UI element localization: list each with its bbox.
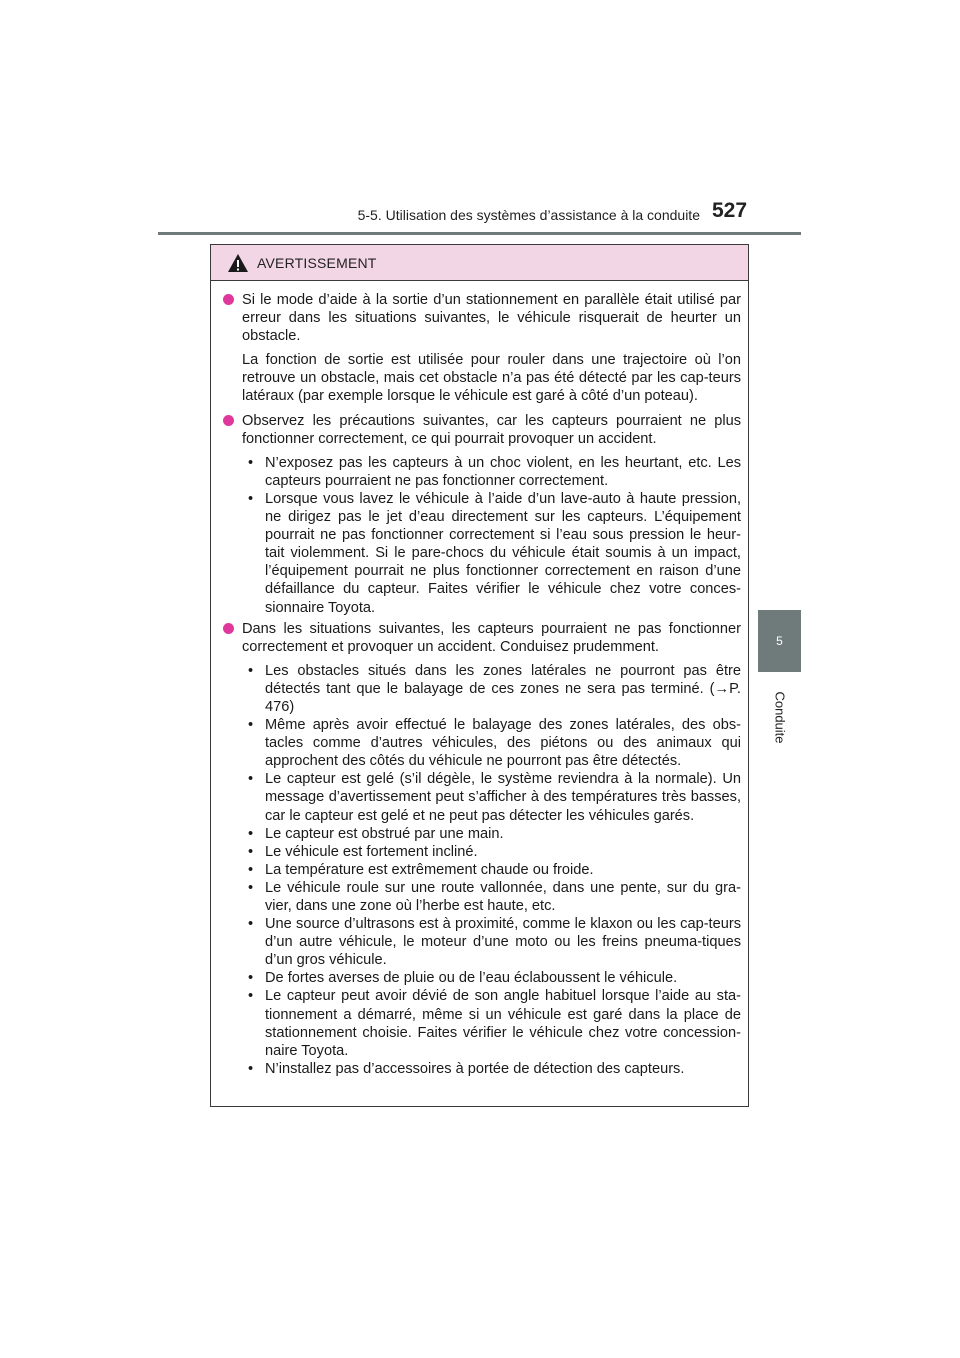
- warning-triangle-icon: [227, 253, 249, 273]
- list-item: • Les obstacles situés dans les zones latérales ne pourront pas être détectés tant que le balayage de ces zones ne sera pas terminé. (→P. 476): [248, 662, 741, 715]
- item-note: La fonction de sortie est utilisée pour rouler dans une trajectoire où l’on retrouve un obstacle, mais cet obstacle n’a pas été détecté par les cap-teurs latéraux (par exemple lorsque le véhicule est garé à côté d’un poteau).: [242, 352, 741, 405]
- chapter-number: 5: [776, 634, 783, 648]
- list-item-text: Les obstacles situés dans les zones latérales ne pourront pas être détectés tant que le balayage de ces zones ne sera pas terminé. (→P. 476): [265, 662, 741, 715]
- item-text: Si le mode d’aide à la sortie d’un stationnement en parallèle était utilisé par erreur dans les situations suivantes, le véhicule risquerait de heurter un obstacle.: [242, 292, 741, 345]
- list-item: • De fortes averses de pluie ou de l’eau éclaboussent le véhicule.: [248, 970, 678, 987]
- list-item-text: De fortes averses de pluie ou de l’eau éclaboussent le véhicule.: [265, 970, 678, 987]
- list-item-text: Le capteur est gelé (s’il dégèle, le système reviendra à la normale). Un message d’avertissement peut s’afficher à des températures très basses, car le capteur est gelé et ne peut pas détecter les véhicules garés.: [265, 771, 741, 824]
- list-item-text: Une source d’ultrasons est à proximité, comme le klaxon ou les cap-teurs d’un autre véhicule, le moteur d’une moto ou les freins pneuma-tiques d’un gros véhicule.: [265, 916, 741, 969]
- list-item-text: Même après avoir effectué le balayage des zones latérales, des obs-tacles comme d’autres véhicules, des piétons ou des animaux qui approchent des côtés du véhicule ne pourront pas être détectés.: [265, 717, 741, 770]
- list-item-text: N’installez pas d’accessoires à portée de détection des capteurs.: [265, 1060, 685, 1077]
- item-text: Observez les précautions suivantes, car les capteurs pourraient ne plus fonctionner correctement, ce qui pourrait provoquer un accident.: [242, 412, 741, 447]
- bullet-dot-icon: [223, 623, 234, 634]
- sub-list: [242, 454, 741, 617]
- list-item: • N’exposez pas les capteurs à un choc violent, en les heurtant, etc. Les capteurs pourraient ne pas fonctionner correctement.: [248, 454, 741, 489]
- warning-header: [211, 245, 748, 281]
- list-item: • Le véhicule roule sur une route vallonnée, dans une pente, sur du gra-vier, dans une zone où l’herbe est haute, etc.: [248, 879, 741, 914]
- warning-box: [210, 244, 749, 1107]
- warning-content: [211, 281, 748, 1078]
- list-item-text: Lorsque vous lavez le véhicule à l’aide d’un lave-auto à haute pression, ne dirigez pas le jet d’eau directement sur les capteurs. L’équipement pourrait ne pas fonctionner correctement si l’eau sous pression le heur-tait violemment. Si le pare-chocs du véhicule était soumis à un impact, l’équipement pourrait ne plus fonctionner correctement en raison d’une défaillance du capteur. Faites vérifier le véhicule chez votre conces-sionnaire Toyota.: [265, 490, 741, 616]
- list-item-text: N’exposez pas les capteurs à un choc violent, en les heurtant, etc. Les capteurs pourraient ne pas fonctionner correctement.: [265, 454, 741, 489]
- list-item: • Une source d’ultrasons est à proximité, comme le klaxon ou les cap-teurs d’un autre véhicule, le moteur d’une moto ou les freins pneuma-tiques d’un gros véhicule.: [248, 916, 741, 969]
- chapter-tab: [758, 610, 801, 672]
- sub-list: [242, 662, 741, 1078]
- list-item: • Le capteur est obstrué par une main.: [248, 825, 504, 842]
- item-text: Dans les situations suivantes, les capteurs pourraient ne pas fonctionner correctement et provoquer un accident. Conduisez prudemment.: [242, 620, 741, 655]
- bullet-dot-icon: [223, 415, 234, 426]
- list-item-text: La température est extrêmement chaude ou froide.: [265, 861, 594, 878]
- list-item: • Le capteur peut avoir dévié de son angle habituel lorsque l’aide au sta-tionnement a démarré, même si un véhicule est garé dans la place de stationnement choisie. Faites vérifier le véhicule chez votre concession-naire Toyota.: [248, 988, 741, 1059]
- header-divider: [158, 232, 801, 235]
- list-item: • Le véhicule est fortement incliné.: [248, 843, 478, 860]
- warning-item: [223, 412, 741, 617]
- chapter-label: Conduite: [772, 691, 788, 744]
- list-item-text: Le capteur est obstrué par une main.: [265, 825, 504, 842]
- list-item: • Le capteur est gelé (s’il dégèle, le système reviendra à la normale). Un message d’avertissement peut s’afficher à des températures très basses, car le capteur est gelé et ne peut pas détecter les véhicules garés.: [248, 771, 741, 824]
- list-item-text: Le capteur peut avoir dévié de son angle habituel lorsque l’aide au sta-tionnement a démarré, même si un véhicule est garé dans la place de stationnement choisie. Faites vérifier le véhicule chez votre concession-naire Toyota.: [265, 988, 741, 1059]
- warning-item: [223, 291, 741, 406]
- list-item: • Lorsque vous lavez le véhicule à l’aide d’un lave-auto à haute pression, ne dirigez pas le jet d’eau directement sur les capteurs. L’équipement pourrait ne pas fonctionner correctement si l’eau sous pression le heur-tait violemment. Si le pare-chocs du véhicule était soumis à un impact, l’équipement pourrait ne plus fonctionner correctement en raison d’une défaillance du capteur. Faites vérifier le véhicule chez votre conces-sionnaire Toyota.: [248, 490, 741, 616]
- list-item: • Même après avoir effectué le balayage des zones latérales, des obs-tacles comme d’autres véhicules, des piétons ou des animaux qui approchent des côtés du véhicule ne pourront pas être détectés.: [248, 717, 741, 770]
- list-item-text: Le véhicule est fortement incliné.: [265, 843, 478, 860]
- section-title: 5-5. Utilisation des systèmes d’assistance à la conduite: [357, 207, 700, 223]
- bullet-dot-icon: [223, 294, 234, 305]
- list-item-text: Le véhicule roule sur une route vallonnée, dans une pente, sur du gra-vier, dans une zone où l’herbe est haute, etc.: [265, 879, 741, 914]
- list-item: • La température est extrêmement chaude ou froide.: [248, 861, 594, 878]
- warning-title: AVERTISSEMENT: [257, 254, 377, 271]
- list-item: • N’installez pas d’accessoires à portée de détection des capteurs.: [248, 1060, 685, 1077]
- page-number: 527: [712, 199, 748, 222]
- warning-item: [223, 620, 741, 1078]
